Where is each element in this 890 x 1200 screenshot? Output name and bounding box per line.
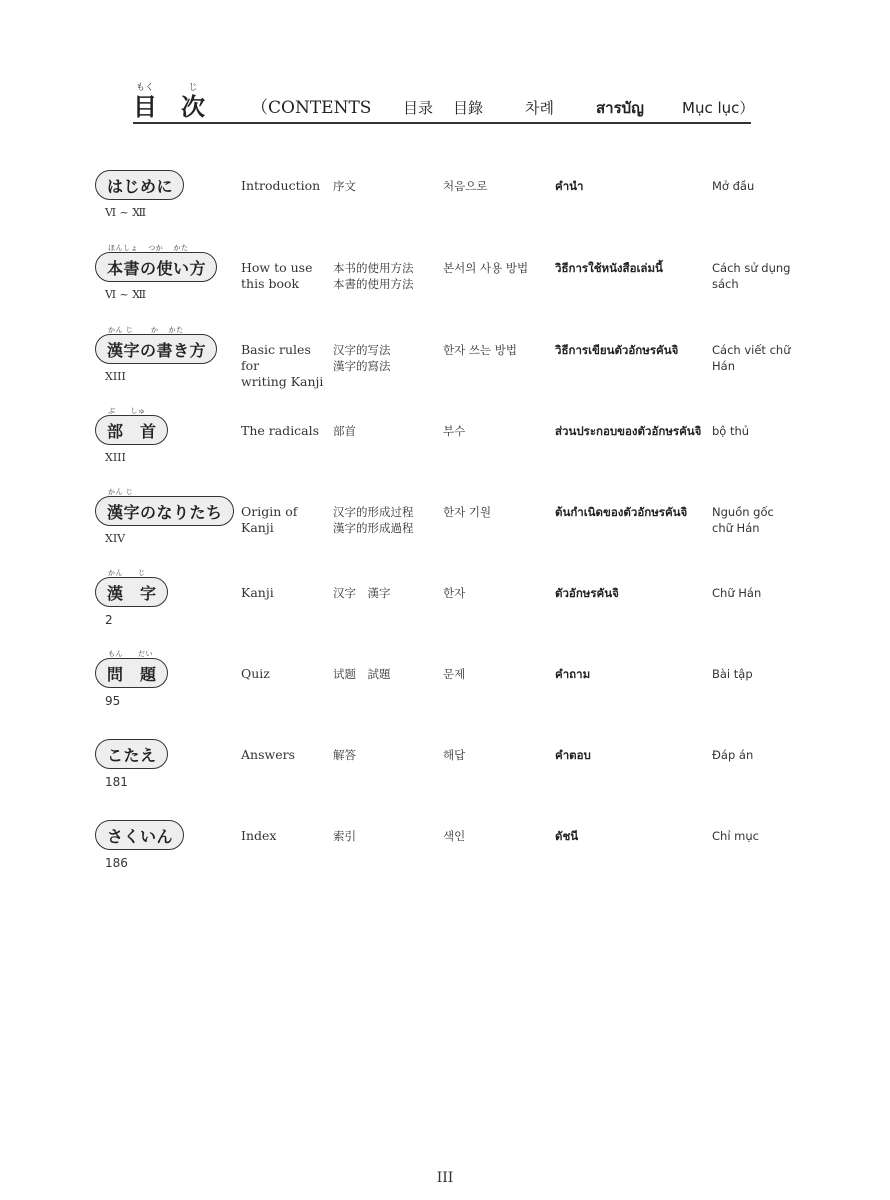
header-thai: สารบัญ [596,99,644,117]
vietnamese-entry [712,504,812,536]
korean-entry [443,828,553,844]
header-chinese-traditional: 目錄 [453,99,484,117]
english-entry [241,828,331,844]
korean-entry-line: 한자 [443,586,466,600]
toc-row[interactable] [0,170,890,230]
section-pill[interactable] [95,170,184,200]
korean-entry [443,342,553,358]
section-title: こたえ [107,745,157,765]
vietnamese-entry-line: Cách sử dụng [712,261,791,275]
header-ruby: もく [135,83,154,93]
english-entry [241,260,331,292]
thai-entry [555,828,705,844]
chinese-entry [333,828,438,844]
section-title: はじめに [107,176,174,196]
english-entry-line: writing Kanji [241,374,324,389]
korean-entry [443,260,553,276]
korean-entry [443,585,553,601]
korean-entry-line: 한자 기원 [443,505,492,519]
section-pill[interactable] [95,488,234,526]
korean-entry [443,747,553,763]
english-entry-line: Kanji [241,585,274,600]
page-reference: 2 [105,613,113,627]
vietnamese-entry-line: Đáp án [712,748,754,762]
chinese-entry-line: 汉字的写法 [333,343,391,357]
toc-row[interactable] [0,820,890,880]
section-ruby: かん じ か かた [108,326,184,334]
english-entry [241,342,331,390]
page-reference: 186 [105,856,128,870]
english-entry [241,178,331,194]
section-ruby: かん じ [108,569,146,577]
vietnamese-entry-line: Hán [712,359,735,373]
chinese-entry-line: 解答 [333,748,356,762]
vietnamese-entry [712,828,812,844]
korean-entry [443,666,553,682]
toc-row[interactable] [0,244,890,312]
thai-entry [555,260,705,276]
page-number-footer: III [436,1170,454,1186]
english-entry-line: How to use [241,260,313,275]
thai-entry-line: วิธีการเขียนตัวอักษรคันจิ [555,343,679,357]
chinese-entry-line: 部首 [333,424,356,438]
english-entry-line: Introduction [241,178,321,193]
chinese-entry [333,260,438,292]
toc-row[interactable] [0,488,890,556]
chinese-entry [333,342,438,374]
thai-entry [555,504,705,520]
chinese-entry-line: 汉字的形成过程 [333,505,414,519]
chinese-entry-line: 汉字 漢字 [333,586,391,600]
chinese-entry [333,585,438,601]
korean-entry-line: 본서의 사용 방법 [443,261,529,275]
header-kanji-moku [133,83,157,120]
section-pill[interactable] [95,244,217,282]
vietnamese-entry-line: sách [712,277,739,291]
chinese-entry [333,423,438,439]
korean-entry-line: 한자 쓰는 방법 [443,343,517,357]
section-title: 漢字のなりたち [107,502,223,522]
section-ruby: ほんしょ つか かた [108,244,189,252]
chinese-entry [333,178,438,194]
chinese-entry-line: 索引 [333,829,356,843]
header-korean: 차례 [525,99,554,117]
section-pill[interactable] [95,326,217,364]
korean-entry-line: 부수 [443,424,466,438]
vietnamese-entry [712,178,812,194]
header-kanji-ji [181,83,205,120]
page-reference: Ⅵ ~ Ⅻ [105,288,147,301]
section-pill[interactable] [95,650,168,688]
vietnamese-entry-line: Chỉ mục [712,829,759,843]
header-vietnamese: Mục lục） [682,99,755,117]
contents-header [133,82,755,124]
thai-entry-line: ต้นกำเนิดของตัวอักษรคันจิ [555,505,688,519]
vietnamese-entry-line: Nguồn gốc [712,505,774,519]
chinese-entry-line: 试题 試題 [333,667,391,681]
section-pill[interactable] [95,820,184,850]
english-entry [241,504,331,536]
thai-entry [555,342,705,358]
korean-entry-line: 문제 [443,667,466,681]
toc-row[interactable] [0,569,890,637]
vietnamese-entry-line: Chữ Hán [712,586,762,600]
vietnamese-entry [712,342,812,374]
toc-row[interactable] [0,739,890,799]
section-ruby: もん だい [108,650,153,658]
page-reference: 95 [105,694,121,708]
korean-entry [443,504,553,520]
header-kanji-char: 次 [181,93,205,121]
section-pill[interactable] [95,569,168,607]
vietnamese-entry [712,423,812,439]
english-entry-line: this book [241,276,300,291]
page-reference: XIII [105,451,126,464]
english-entry-line: Answers [241,747,295,762]
thai-entry-line: คำถาม [555,667,591,681]
section-title: 本書の使い方 [107,258,207,278]
header-ruby: じ [188,83,198,93]
section-ruby: かん じ [108,488,134,496]
korean-entry [443,423,553,439]
vietnamese-entry [712,666,812,682]
thai-entry-line: ตัวอักษรคันจิ [555,586,619,600]
header-kanji-char: 目 [133,93,157,121]
thai-entry [555,178,705,194]
english-entry-line: Index [241,828,277,843]
chinese-entry [333,747,438,763]
english-entry [241,747,331,763]
thai-entry [555,585,705,601]
section-title: 漢 字 [107,583,157,603]
header-contents-label: （CONTENTS [251,98,372,118]
toc-row[interactable] [0,407,890,475]
page-reference: Ⅵ ~ Ⅻ [105,206,147,219]
thai-entry [555,423,705,439]
page-reference: 181 [105,775,128,789]
vietnamese-entry-line: Bài tập [712,667,753,681]
page-reference: XIV [105,532,126,545]
chinese-entry-line: 漢字的寫法 [333,359,391,373]
thai-entry-line: คำนำ [555,179,584,193]
english-entry-line: The radicals [241,423,320,438]
chinese-entry-line: 本書的使用方法 [333,277,414,291]
section-title: 部 首 [107,421,157,441]
page-reference: XIII [105,370,126,383]
chinese-entry-line: 序文 [333,179,356,193]
vietnamese-entry [712,260,812,292]
chinese-entry-line: 漢字的形成過程 [333,521,414,535]
korean-entry-line: 해답 [443,748,466,762]
english-entry-line: Kanji [241,520,274,535]
vietnamese-entry [712,585,812,601]
english-entry-line: Origin of [241,504,298,519]
korean-entry-line: 색인 [443,829,466,843]
section-pill[interactable] [95,407,168,445]
vietnamese-entry-line: Mở đầu [712,179,755,193]
header-chinese-simplified: 目录 [403,99,434,117]
vietnamese-entry-line: bộ thủ [712,424,750,438]
toc-row[interactable] [0,326,890,394]
toc-row[interactable] [0,650,890,718]
thai-entry-line: คำตอบ [555,748,591,762]
korean-entry [443,178,553,194]
section-title: さくいん [107,826,174,846]
thai-entry-line: ส่วนประกอบของตัวอักษรคันจิ [555,424,702,438]
section-pill[interactable] [95,739,168,769]
korean-entry-line: 처음으로 [443,179,488,193]
section-title: 問 題 [107,664,157,684]
english-entry [241,666,331,682]
english-entry [241,585,331,601]
thai-entry-line: วิธีการใช้หนังสือเล่มนี้ [555,261,663,275]
chinese-entry [333,504,438,536]
chinese-entry-line: 本书的使用方法 [333,261,414,275]
english-entry-line: Basic rules for [241,342,311,373]
vietnamese-entry [712,747,812,763]
chinese-entry [333,666,438,682]
english-entry-line: Quiz [241,666,270,681]
section-ruby: ぶ しゅ [108,407,146,415]
vietnamese-entry-line: Cách viết chữ [712,343,791,357]
thai-entry [555,666,705,682]
thai-entry-line: ดัชนี [555,829,579,843]
vietnamese-entry-line: chữ Hán [712,521,760,535]
english-entry [241,423,331,439]
section-title: 漢字の書き方 [107,340,207,360]
thai-entry [555,747,705,763]
